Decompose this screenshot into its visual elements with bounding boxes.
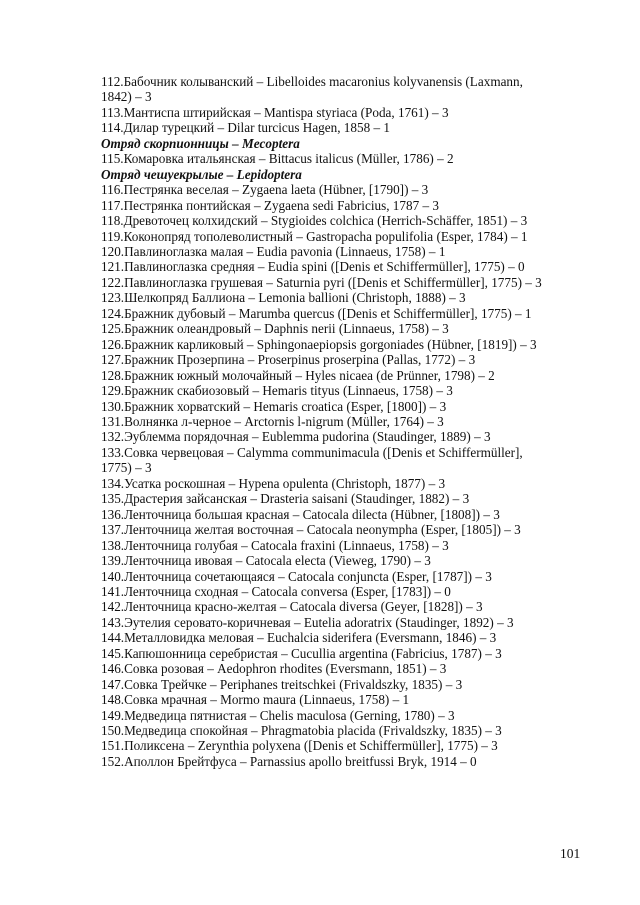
list-item: 144.Металловидка меловая – Euchalcia siderifera (Eversmann, 1846) – 3 bbox=[101, 630, 497, 646]
list-item: 118.Древоточец колхидский – Stygioides colchica (Herrich-Schäffer, 1851) – 3 bbox=[101, 213, 528, 229]
list-item: 130.Бражник хорватский – Hemaris croatica (Esper, [1800]) – 3 bbox=[101, 398, 447, 414]
list-item: 150.Медведица спокойная – Phragmatobia placida (Frivaldszky, 1835) – 3 bbox=[101, 723, 502, 739]
page-number: 101 bbox=[560, 846, 581, 861]
list-item: 122.Павлиноглазка грушевая – Saturnia pyri ([Denis et Schiffermüller], 1775) – 3 bbox=[101, 274, 542, 290]
list-item: 146.Совка розовая – Aedophron rhodites (Eversmann, 1851) – 3 bbox=[101, 661, 447, 677]
list-item: 147.Совка Трейчке – Periphanes treitschkei (Frivaldszky, 1835) – 3 bbox=[101, 676, 463, 692]
list-item: 120.Павлиноглазка малая – Eudia pavonia (Linnaeus, 1758) – 1 bbox=[101, 243, 446, 259]
list-item: 129.Бражник скабиозовый – Hemaris tityus (Linnaeus, 1758) – 3 bbox=[101, 383, 453, 399]
document-body bbox=[101, 74, 591, 769]
list-item: 152.Аполлон Брейтфуса – Parnassius apollo breitfussi Bryk, 1914 – 0 bbox=[101, 753, 477, 769]
list-item: 114.Дилар турецкий – Dilar turcicus Hagen, 1858 – 1 bbox=[101, 120, 390, 136]
list-item: 123.Шелкопряд Баллиона – Lemonia ballioni (Christoph, 1888) – 3 bbox=[101, 290, 466, 306]
list-item: 117.Пестрянка понтийская – Zygaena sedi Fabricius, 1787 – 3 bbox=[101, 197, 439, 213]
list-item: 135.Драстерия зайсанская – Drasteria saisani (Staudinger, 1882) – 3 bbox=[101, 491, 470, 507]
list-item: 137.Ленточница желтая восточная – Catocala neonympha (Esper, [1805]) – 3 bbox=[101, 522, 521, 538]
list-item: 125.Бражник олеандровый – Daphnis nerii (Linnaeus, 1758) – 3 bbox=[101, 321, 449, 337]
list-item: 112.Бабочник колыванский – Libelloides macaronius kolyvanensis (Laxmann, bbox=[101, 74, 523, 89]
list-item: 145.Капюшонница серебристая – Cucullia argentina (Fabricius, 1787) – 3 bbox=[101, 645, 502, 661]
list-item: 127.Бражник Прозерпина – Proserpinus proserpina (Pallas, 1772) – 3 bbox=[101, 352, 476, 368]
list-item: 148.Совка мрачная – Mormo maura (Linnaeus, 1758) – 1 bbox=[101, 692, 410, 708]
list-item: 149.Медведица пятнистая – Chelis maculosa (Gerning, 1780) – 3 bbox=[101, 707, 455, 723]
list-item: 119.Коконопряд тополеволистный – Gastropacha populifolia (Esper, 1784) – 1 bbox=[101, 228, 528, 244]
list-item: 128.Бражник южный молочайный – Hyles nicaea (de Prünner, 1798) – 2 bbox=[101, 367, 495, 383]
list-item: 121.Павлиноглазка средняя – Eudia spini ([Denis et Schiffermüller], 1775) – 0 bbox=[101, 259, 525, 275]
list-item: 131.Волнянка л-черное – Arctornis l-nigrum (Müller, 1764) – 3 bbox=[101, 413, 444, 429]
list-item: 151.Поликсена – Zerynthia polyxena ([Denis et Schiffermüller], 1775) – 3 bbox=[101, 738, 498, 754]
list-item: 132.Эублемма порядочная – Eublemma pudorina (Staudinger, 1889) – 3 bbox=[101, 429, 491, 445]
list-item: 141.Ленточница сходная – Catocala conversa (Esper, [1783]) – 0 bbox=[101, 583, 451, 599]
list-item: 142.Ленточница красно-желтая – Catocala diversa (Geyer, [1828]) – 3 bbox=[101, 599, 483, 615]
list-item: 126.Бражник карликовый – Sphingonaepiopsis gorgoniades (Hübner, [1819]) – 3 bbox=[101, 336, 537, 352]
section-heading-mecoptera: Отряд скорпионницы – Mecoptera bbox=[101, 135, 300, 151]
list-item: 133.Совка червецовая – Calymma communimacula ([Denis et Schiffermüller], bbox=[101, 444, 523, 460]
list-item: 116.Пестрянка веселая – Zygaena laeta (Hübner, [1790]) – 3 bbox=[101, 182, 429, 198]
list-item: 1842) – 3 bbox=[101, 89, 152, 105]
section-heading-lepidoptera: Отряд чешуекрылые – Lepidoptera bbox=[101, 166, 302, 182]
list-item: 124.Бражник дубовый – Marumba quercus ([Denis et Schiffermüller], 1775) – 1 bbox=[101, 305, 532, 321]
list-item: 113.Мантиспа штирийская – Mantispa styriaca (Poda, 1761) – 3 bbox=[101, 104, 449, 120]
list-item: 1775) – 3 bbox=[101, 460, 152, 476]
list-item: 138.Ленточница голубая – Catocala fraxini (Linnaeus, 1758) – 3 bbox=[101, 537, 449, 553]
list-item: 136.Ленточница большая красная – Catocala dilecta (Hübner, [1808]) – 3 bbox=[101, 506, 500, 522]
list-item: 143.Эутелия серовато-коричневая – Eutelia adoratrix (Staudinger, 1892) – 3 bbox=[101, 614, 514, 630]
list-item: 139.Ленточница ивовая – Catocala electa (Vieweg, 1790) – 3 bbox=[101, 553, 431, 569]
list-item: 140.Ленточница сочетающаяся – Catocala conjuncta (Esper, [1787]) – 3 bbox=[101, 568, 492, 584]
list-item: 134.Усатка роскошная – Hypena opulenta (Christoph, 1877) – 3 bbox=[101, 475, 446, 491]
list-item: 115.Комаровка итальянская – Bittacus italicus (Müller, 1786) – 2 bbox=[101, 151, 454, 167]
